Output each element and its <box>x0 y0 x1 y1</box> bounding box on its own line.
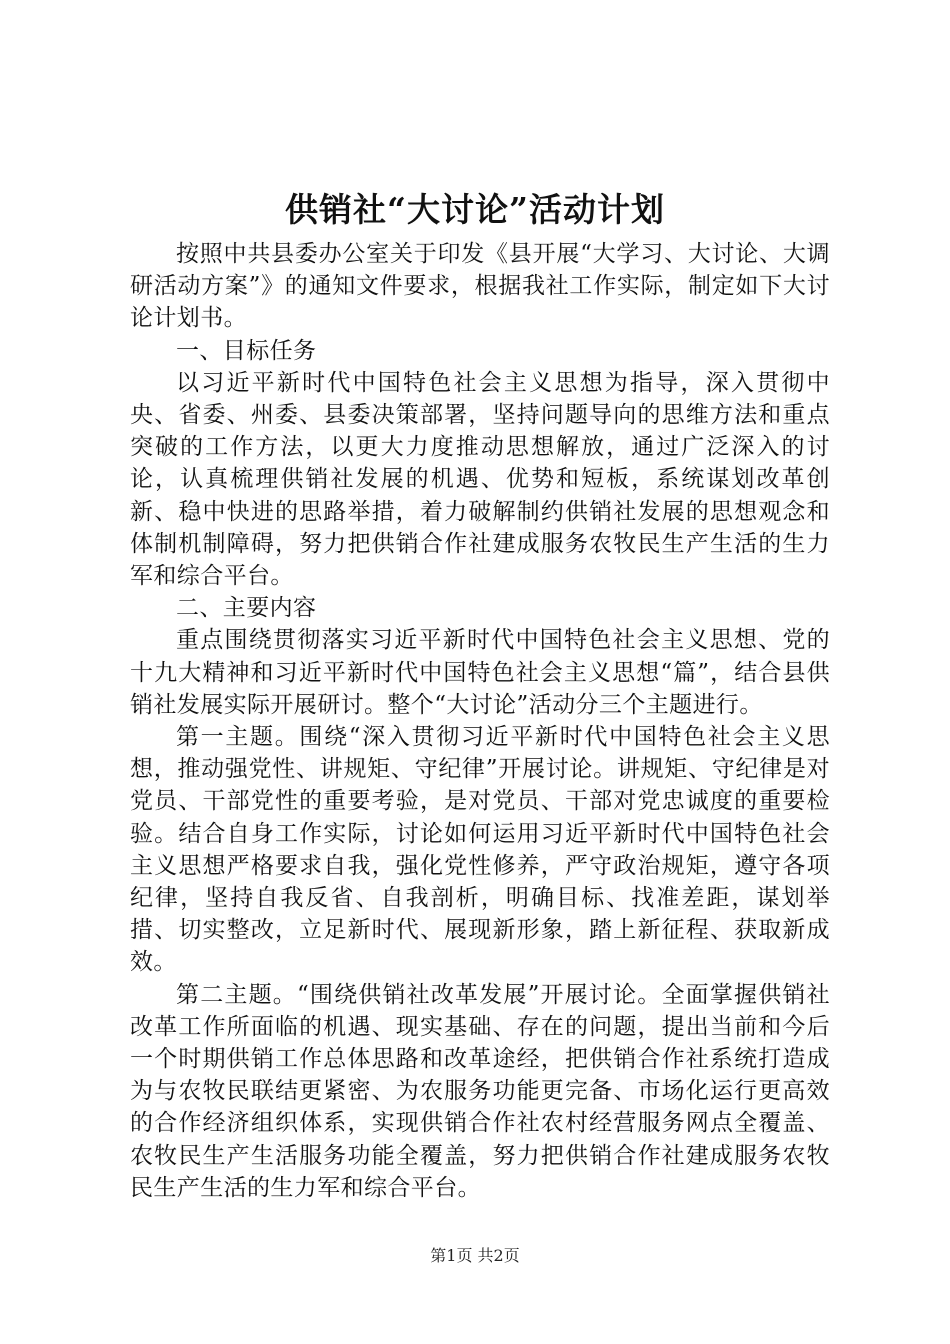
paragraph-theme-one: 第一主题。围绕“深入贯彻习近平新时代中国特色社会主义思想，推动强党性、讲规矩、守纪律”开展讨论。讲规矩、守纪律是对党员、干部党性的重要考验，是对党员、干部对党忠诚度的重要检验。结合自身工作实际，讨论如何运用习近平新时代中国特色社会主义思想严格要求自我，强化党性修养，严守政治规矩，遵守各项纪律，坚持自我反省、自我剖析，明确目标、找准差距，谋划举措、切实整改，立足新时代、展现新形象，踏上新征程、获取新成效。 <box>130 724 830 976</box>
section-heading-goals: 一、目标任务 <box>176 337 317 364</box>
document-body <box>130 238 830 1204</box>
paragraph-theme-two: 第二主题。“围绕供销社改革发展”开展讨论。全面掌握供销社改革工作所面临的机遇、现实基础、存在的问题，提出当前和今后一个时期供销工作总体思路和改革途经，把供销合作社系统打造成为与农牧民联结更紧密、为农服务功能更完备、市场化运行更高效的合作经济组织体系，实现供销合作社农村经营服务网点全覆盖、农牧民生产生活服务功能全覆盖，努力把供销合作社建成服务农牧民生产生活的生力军和综合平台。 <box>130 981 830 1201</box>
page-number-footer: 第1页 共2页 <box>430 1246 520 1265</box>
section-heading-content: 二、主要内容 <box>176 595 317 622</box>
document-title: 供销社“大讨论”活动计划 <box>285 190 665 229</box>
paragraph-content: 重点围绕贯彻落实习近平新时代中国特色社会主义思想、党的十九大精神和习近平新时代中国特色社会主义思想“篇”，结合县供销社发展实际开展研讨。整个“大讨论”活动分三个主题进行。 <box>130 627 830 718</box>
paragraph-intro: 按照中共县委办公室关于印发《县开展“大学习、大讨论、大调研活动方案”》的通知文件要求，根据我社工作实际，制定如下大讨论计划书。 <box>130 241 830 332</box>
paragraph-goals: 以习近平新时代中国特色社会主义思想为指导，深入贯彻中央、省委、州委、县委决策部署，坚持问题导向的思维方法和重点突破的工作方法，以更大力度推动思想解放，通过广泛深入的讨论，认真梳理供销社发展的机遇、优势和短板，系统谋划改革创新、稳中快进的思路举措，着力破解制约供销社发展的思想观念和体制机制障碍，努力把供销合作社建成服务农牧民生产生活的生力军和综合平台。 <box>130 369 830 590</box>
